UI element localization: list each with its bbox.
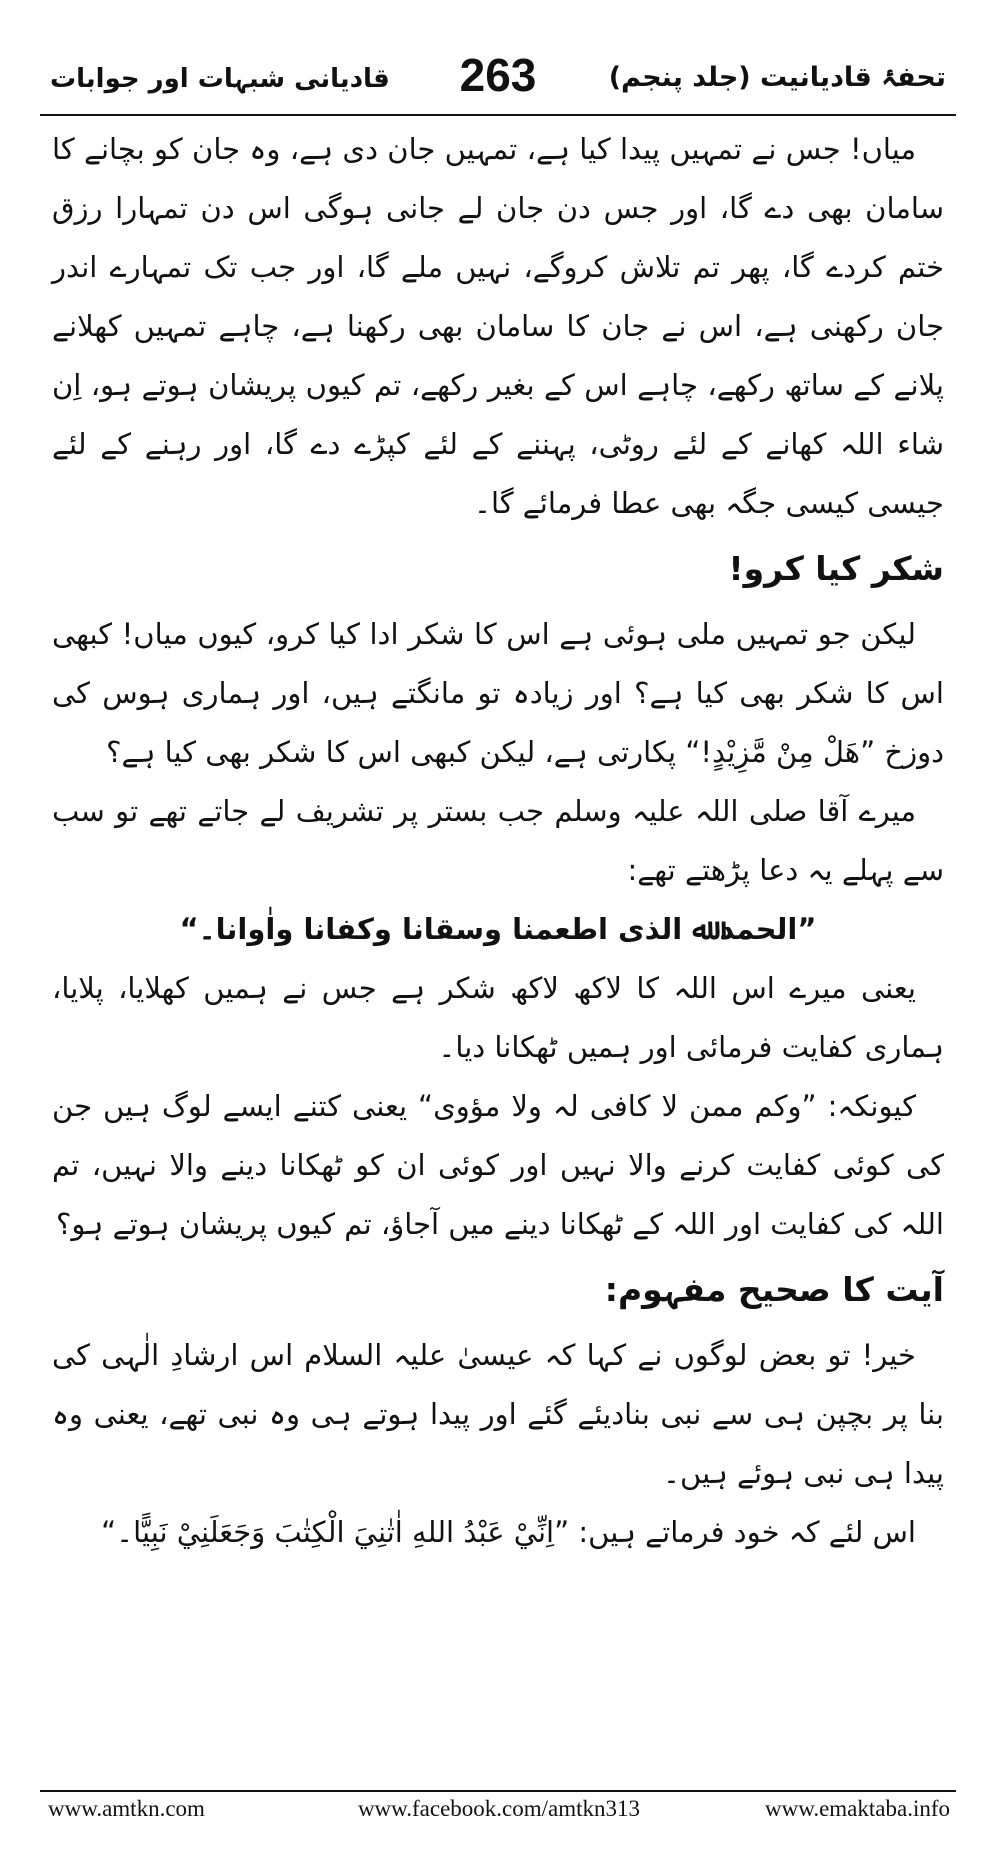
footer-link-emaktaba[interactable]: www.emaktaba.info (765, 1796, 950, 1821)
footer-divider (40, 1790, 956, 1792)
footer-link-amtkn[interactable]: www.amtkn.com (48, 1796, 205, 1821)
paragraph: کیونکہ: ”وکم ممن لا کافی لہ ولا مؤوی“ یعنی کتنے ایسے لوگ ہیں جن کی کوئی کفایت کرنے والا نہیں اور کوئی ان کو ٹھکانا دینے والا نہیں، تم اللہ کی کفایت اور اللہ کے ٹھکانا دینے میں آجاؤ، تم کیوں پریشان ہوتے ہو؟ (52, 1089, 944, 1241)
paragraph: یعنی میرے اس اللہ کا لاکھ لاکھ شکر ہے جس نے ہمیں کھلایا، پلایا، ہماری کفایت فرمائی اور ہمیں ٹھکانا دیا۔ (52, 971, 944, 1064)
book-title: تحفۂ قادیانیت (جلد پنجم) (608, 62, 946, 93)
paragraph: میرے آقا صلی اللہ علیہ وسلم جب بستر پر تشریف لے جاتے تھے تو سب سے پہلے یہ دعا پڑھتے تھے: (52, 794, 944, 887)
page-header (40, 48, 956, 118)
page-number: 263 (459, 49, 537, 101)
chapter-title: قادیانی شبہات اور جوابات (50, 64, 390, 94)
page-footer (48, 1796, 950, 1830)
paragraph: خیر! تو بعض لوگوں نے کہا کہ عیسیٰ علیہ السلام اس ارشادِ الٰہی کی بنا پر بچپن ہی سے نبی بنادیئے گئے اور پیدا ہوتے ہی وہ نبی تھے، یعنی وہ پیدا ہی نبی ہوئے ہیں۔ (52, 1338, 944, 1490)
section-heading: آیت کا صحیح مفہوم: (604, 1270, 944, 1309)
paragraph: لیکن جو تمہیں ملی ہوئی ہے اس کا شکر ادا کیا کرو، کیوں میاں! کبھی اس کا شکر بھی کیا ہے؟ اور زیادہ تو مانگتے ہیں، اور ہماری ہوس کی دوزخ ”هَلْ مِنْ مَّزِيْدٍ!“ پکارتی ہے، لیکن کبھی اس کا شکر بھی کیا ہے؟ (52, 617, 944, 769)
page-body (52, 120, 944, 1562)
paragraph: اس لئے کہ خود فرماتے ہیں: ”اِنِّيْ عَبْدُ اللهِ اٰتٰنِيَ الْكِتٰبَ وَجَعَلَنِيْ نَبِيًّا۔“ (101, 1515, 916, 1549)
section-heading: شکر کیا کرو! (728, 549, 944, 588)
paragraph: میاں! جس نے تمہیں پیدا کیا ہے، تمہیں جان دی ہے، وہ جان کو بچانے کا سامان بھی دے گا، اور جس دن جان لے جانی ہوگی اس دن تمہارا رزق ختم کردے گا، پھر تم تلاش کروگے، نہیں ملے گا، اور جب تک تمہارے اندر جان رکھنی ہے، اس نے جان کا سامان بھی رکھنا ہے، چاہے تمہیں کھلانے پلانے کے ساتھ رکھے، چاہے اس کے بغیر رکھے، تم کیوں پریشان ہوتے ہو، اِن شاء اللہ کھانے کے لئے روٹی، پہننے کے لئے کپڑے دے گا، اور رہنے کے لئے جیسی کیسی جگہ بھی عطا فرمائے گا۔ (52, 132, 944, 520)
arabic-dua: ”الحمد ﷲ الذی اطعمنا وسقانا وکفانا واٰوانا۔“ (179, 912, 817, 946)
footer-link-facebook[interactable]: www.facebook.com/amtkn313 (357, 1796, 641, 1821)
header-divider (40, 114, 956, 116)
